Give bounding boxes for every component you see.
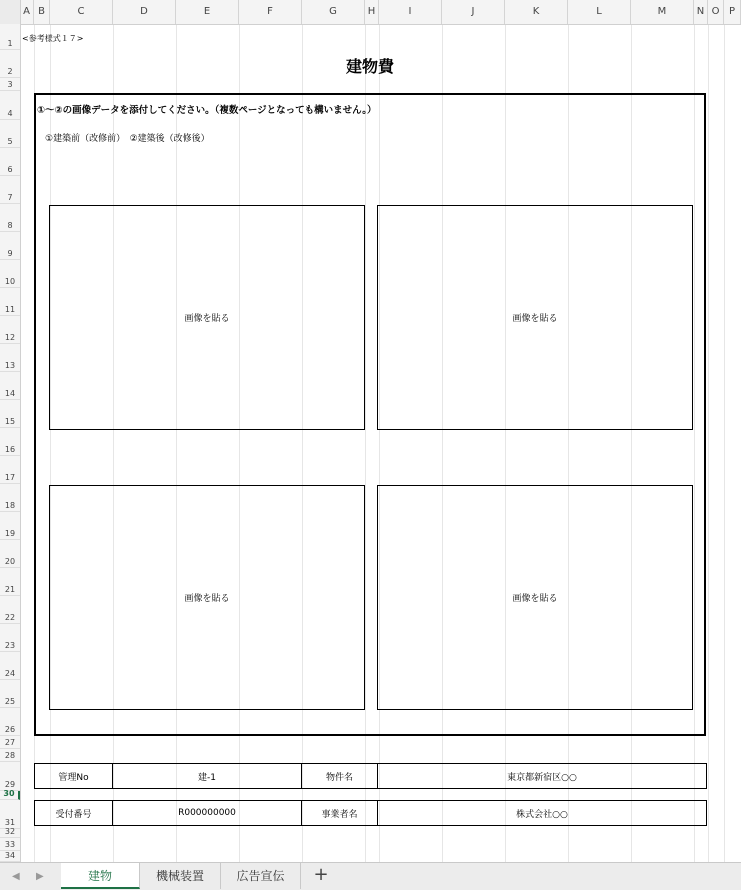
- row-header-20[interactable]: 20: [0, 540, 20, 568]
- row-header-26[interactable]: 26: [0, 708, 20, 736]
- row-header-30[interactable]: 30: [0, 791, 20, 800]
- column-gridline: [708, 25, 709, 862]
- image-placeholder-label: 画像を貼る: [184, 594, 230, 604]
- row-header-29[interactable]: 29: [0, 762, 20, 791]
- reception-no-label: 受付番号: [35, 801, 113, 825]
- row-header-2[interactable]: 2: [0, 50, 20, 78]
- row-header-25[interactable]: 25: [0, 680, 20, 708]
- select-all-corner[interactable]: [0, 0, 21, 24]
- column-header-o[interactable]: O: [708, 0, 724, 24]
- prev-sheet-icon[interactable]: ◀: [12, 871, 20, 882]
- image-placeholder-1[interactable]: [49, 205, 365, 430]
- column-header-m[interactable]: M: [631, 0, 694, 24]
- image-placeholder-label: 画像を貼る: [512, 594, 558, 604]
- row-header-11[interactable]: 11: [0, 288, 20, 316]
- column-gridline: [724, 25, 725, 862]
- column-header-j[interactable]: J: [442, 0, 505, 24]
- page-title: 建物費: [346, 57, 395, 76]
- row-header-18[interactable]: 18: [0, 484, 20, 512]
- management-no-label: 管理No: [35, 764, 113, 788]
- row-header-14[interactable]: 14: [0, 372, 20, 400]
- row-header-9[interactable]: 9: [0, 232, 20, 260]
- before-after-labels: ①建築前（改修前） ②建築後（改修後）: [45, 134, 210, 144]
- add-sheet-button[interactable]: +: [313, 864, 329, 885]
- business-name-label: 事業者名: [302, 801, 378, 825]
- row-header-8[interactable]: 8: [0, 204, 20, 232]
- tab-building[interactable]: 建物: [61, 863, 140, 889]
- form-label: <参考様式１７>: [22, 34, 84, 43]
- row-header-19[interactable]: 19: [0, 512, 20, 540]
- column-header-b[interactable]: B: [34, 0, 50, 24]
- row-header-33[interactable]: 33: [0, 838, 20, 851]
- row-header-10[interactable]: 10: [0, 260, 20, 288]
- column-header-h[interactable]: H: [365, 0, 379, 24]
- sheet-tab-bar: [0, 862, 741, 890]
- image-placeholder-label: 画像を貼る: [184, 314, 230, 324]
- column-header-bar: [0, 0, 741, 25]
- row-header-22[interactable]: 22: [0, 596, 20, 624]
- column-header-k[interactable]: K: [505, 0, 568, 24]
- image-placeholder-4[interactable]: [377, 485, 693, 710]
- row-header-bar: [0, 24, 21, 862]
- row-header-34[interactable]: 34: [0, 851, 20, 862]
- column-header-g[interactable]: G: [302, 0, 365, 24]
- tab-advertising[interactable]: 広告宣伝: [221, 863, 301, 889]
- row-header-12[interactable]: 12: [0, 316, 20, 344]
- row-header-4[interactable]: 4: [0, 91, 20, 120]
- row-header-7[interactable]: 7: [0, 176, 20, 204]
- column-header-a[interactable]: A: [20, 0, 34, 24]
- column-header-c[interactable]: C: [50, 0, 113, 24]
- business-name-value[interactable]: 株式会社○○: [516, 809, 568, 820]
- row-header-16[interactable]: 16: [0, 428, 20, 456]
- row-header-17[interactable]: 17: [0, 456, 20, 484]
- instruction-text: ①～②の画像データを添付してください。（複数ページとなっても構いません。）: [37, 105, 377, 116]
- row-header-5[interactable]: 5: [0, 120, 20, 148]
- column-header-f[interactable]: F: [239, 0, 302, 24]
- row-header-21[interactable]: 21: [0, 568, 20, 596]
- reception-no-value[interactable]: R000000000: [113, 801, 302, 825]
- row-header-31[interactable]: 31: [0, 800, 20, 829]
- property-name-label: 物件名: [302, 764, 378, 788]
- row-header-13[interactable]: 13: [0, 344, 20, 372]
- tab-machinery[interactable]: 機械装置: [140, 863, 221, 889]
- column-header-d[interactable]: D: [113, 0, 176, 24]
- property-name-value[interactable]: 東京都新宿区○○: [507, 772, 577, 783]
- row-header-28[interactable]: 28: [0, 749, 20, 762]
- image-placeholder-label: 画像を貼る: [512, 314, 558, 324]
- row-header-3[interactable]: 3: [0, 78, 20, 91]
- column-header-n[interactable]: N: [694, 0, 708, 24]
- info-row-reception: [34, 800, 707, 826]
- management-no-value[interactable]: 建-1: [113, 764, 302, 788]
- row-header-32[interactable]: 32: [0, 829, 20, 838]
- row-header-23[interactable]: 23: [0, 624, 20, 652]
- next-sheet-icon[interactable]: ▶: [36, 871, 44, 882]
- column-header-p[interactable]: P: [724, 0, 741, 24]
- column-header-e[interactable]: E: [176, 0, 239, 24]
- row-header-6[interactable]: 6: [0, 148, 20, 176]
- row-header-15[interactable]: 15: [0, 400, 20, 428]
- row-header-1[interactable]: 1: [0, 24, 20, 50]
- image-placeholder-3[interactable]: [49, 485, 365, 710]
- column-header-l[interactable]: L: [568, 0, 631, 24]
- row-header-24[interactable]: 24: [0, 652, 20, 680]
- image-placeholder-2[interactable]: [377, 205, 693, 430]
- info-row-management: [34, 763, 707, 789]
- row-header-27[interactable]: 27: [0, 736, 20, 749]
- column-header-i[interactable]: I: [379, 0, 442, 24]
